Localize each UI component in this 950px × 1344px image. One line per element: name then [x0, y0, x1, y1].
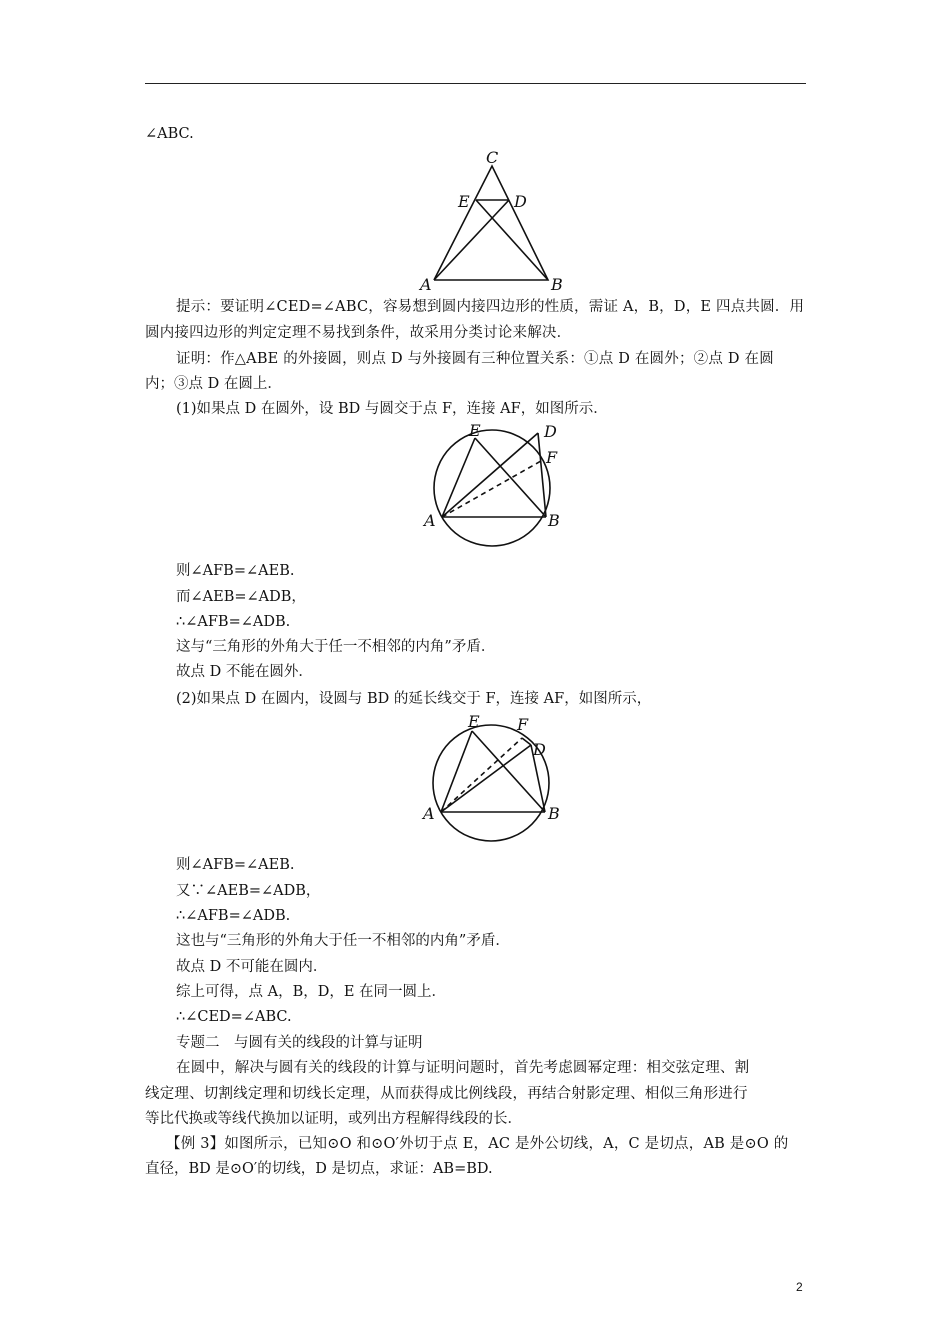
text-line: 等比代换或等线代换加以证明，或列出方程解得线段的长．	[145, 1111, 522, 1127]
label-d: D	[514, 192, 527, 211]
text-line: 圆内接四边形的判定定理不易找到条件，故采用分类讨论来解决．	[145, 325, 572, 341]
text-line: 证明：作△ABE 的外接圆，则点 D 与外接圆有三种位置关系：①点 D 在圆外；②点 D 在圆	[176, 351, 774, 367]
text-line: 【例 3】如图所示，已知⊙O 和⊙O′外切于点 E，AC 是外公切线，A，C 是切点，AB 是⊙O 的	[166, 1136, 789, 1152]
text-line: 则∠AFB=∠AEB.	[176, 857, 295, 873]
label-c: C	[486, 148, 499, 167]
text-line: ∴∠AFB=∠ADB.	[176, 908, 291, 924]
page-number: 2	[796, 1280, 803, 1294]
text-line: 故点 D 不能在圆外．	[176, 664, 313, 680]
text-line: 这也与“三角形的外角大于任一不相邻的内角”矛盾．	[176, 933, 510, 949]
label-b: B	[548, 511, 560, 530]
label-d: D	[533, 740, 546, 759]
text-line: 提示：要证明∠CED=∠ABC，容易想到圆内接四边形的性质，需证 A，B，D，E 四点共圆．用	[176, 299, 805, 315]
label-e: E	[458, 192, 470, 211]
label-f: F	[517, 715, 529, 734]
label-a: A	[423, 804, 435, 823]
label-e: E	[469, 421, 481, 440]
section-heading: 专题二 与圆有关的线段的计算与证明	[176, 1035, 423, 1051]
text-line: 又∵∠AEB=∠ADB，	[176, 883, 321, 899]
text-line: ∴∠CED=∠ABC.	[176, 1009, 292, 1025]
label-b: B	[551, 275, 563, 294]
label-d: D	[544, 422, 557, 441]
text-line: 内；③点 D 在圆上．	[145, 376, 282, 392]
text-line: 在圆中，解决与圆有关的线段的计算与证明问题时，首先考虑圆幂定理：相交弦定理、割	[176, 1060, 750, 1076]
text-line: 则∠AFB=∠AEB.	[176, 563, 295, 579]
label-f: F	[546, 448, 558, 467]
label-e: E	[468, 712, 480, 731]
text-line: 直径，BD 是⊙O′的切线，D 是切点，求证：AB=BD.	[145, 1161, 493, 1177]
text-line: (2)如果点 D 在圆内，设圆与 BD 的延长线交于 F，连接 AF，如图所示，	[176, 691, 652, 707]
label-a: A	[424, 511, 436, 530]
text-line: ∴∠AFB=∠ADB.	[176, 614, 291, 630]
label-b: B	[548, 804, 560, 823]
text-line: 这与“三角形的外角大于任一不相邻的内角”矛盾．	[176, 639, 496, 655]
text-line: ∠ABC.	[145, 126, 194, 142]
text-line: 故点 D 不可能在圆内．	[176, 959, 328, 975]
text-line: (1)如果点 D 在圆外，设 BD 与圆交于点 F，连接 AF，如图所示．	[176, 401, 608, 417]
text-line: 综上可得，点 A，B，D，E 在同一圆上．	[176, 984, 447, 1000]
text-line: 线定理、切割线定理和切线长定理，从而获得成比例线段，再结合射影定理、相似三角形进行	[145, 1086, 748, 1102]
label-a: A	[420, 275, 432, 294]
text-line: 而∠AEB=∠ADB，	[176, 589, 306, 605]
